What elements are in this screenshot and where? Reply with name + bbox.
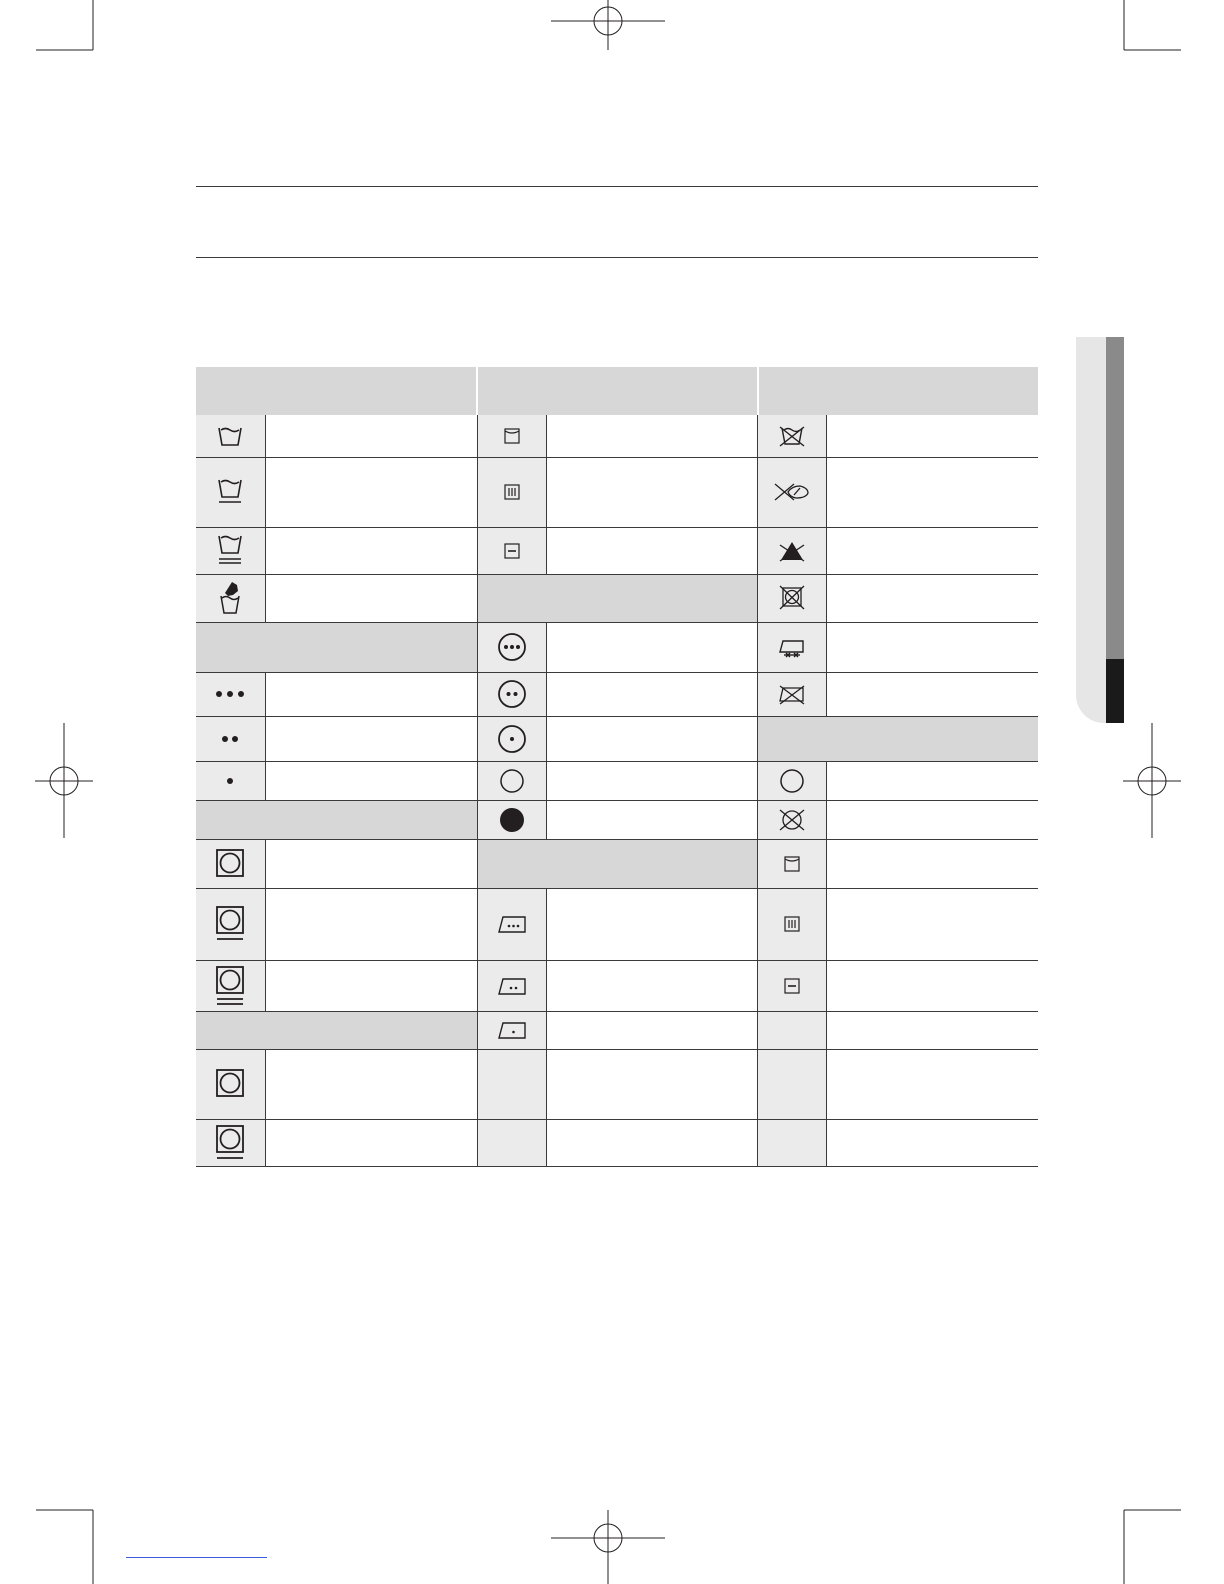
flat-dry-square-icon — [477, 527, 546, 574]
empty-symbol-cell — [758, 1049, 827, 1119]
care-description — [827, 1119, 1038, 1166]
one-dot-icon — [196, 761, 265, 800]
empty-circle-icon — [477, 761, 546, 800]
table-row — [196, 1119, 1038, 1166]
two-dots-circle-icon — [477, 672, 546, 716]
steam-iron-icon — [758, 622, 827, 672]
title-top-rule — [196, 186, 1038, 187]
do-not-dry-clean-icon — [758, 457, 827, 527]
column-header-1 — [196, 367, 477, 415]
empty-symbol-cell — [477, 1049, 546, 1119]
table-row — [196, 672, 1038, 716]
tumble-dry-one-bar-icon — [196, 1119, 265, 1166]
two-dots-icon — [196, 716, 265, 761]
tumble-dry-icon — [196, 1049, 265, 1119]
tumble-dry-icon — [196, 839, 265, 888]
care-description — [827, 622, 1038, 672]
one-dot-circle-icon — [477, 716, 546, 761]
care-description — [546, 761, 757, 800]
care-description — [265, 716, 477, 761]
do-not-dry-clean-circle-icon — [758, 800, 827, 839]
care-description — [546, 800, 757, 839]
empty-symbol-cell — [758, 1119, 827, 1166]
care-description — [827, 457, 1038, 527]
line-dry-square-icon — [758, 888, 827, 960]
table-header-row — [196, 367, 1038, 415]
section-header-ironing — [477, 574, 757, 622]
care-description — [265, 672, 477, 716]
care-description — [827, 574, 1038, 622]
drip-dry-square-icon — [477, 415, 546, 457]
filled-circle-icon — [477, 800, 546, 839]
care-description — [827, 960, 1038, 1011]
table-row — [196, 761, 1038, 800]
section-header-tumble-drying-2 — [196, 1011, 477, 1049]
title-bottom-rule — [196, 257, 1038, 258]
care-description — [827, 761, 1038, 800]
care-description — [265, 888, 477, 960]
line-dry-square-icon — [477, 457, 546, 527]
empty-symbol-cell — [758, 1011, 827, 1049]
care-description — [546, 1049, 757, 1119]
care-description — [265, 457, 477, 527]
care-description — [546, 1119, 757, 1166]
do-not-wash-icon — [758, 415, 827, 457]
care-description — [827, 888, 1038, 960]
three-dots-circle-icon — [477, 622, 546, 672]
care-description — [265, 574, 477, 622]
wash-basin-icon — [196, 415, 265, 457]
iron-two-dots-icon — [477, 960, 546, 1011]
care-description — [265, 839, 477, 888]
do-not-bleach-icon — [758, 527, 827, 574]
table-row — [196, 888, 1038, 960]
table-row — [196, 622, 1038, 672]
care-description — [265, 1119, 477, 1166]
tumble-dry-two-bars-icon — [196, 960, 265, 1011]
care-description — [546, 415, 757, 457]
wash-basin-two-bars-icon — [196, 527, 265, 574]
table-row — [196, 1011, 1038, 1049]
care-description — [265, 527, 477, 574]
page-title — [196, 200, 1038, 244]
care-description — [265, 960, 477, 1011]
tumble-dry-one-bar-icon — [196, 888, 265, 960]
do-not-iron-icon — [758, 672, 827, 716]
care-description — [546, 1011, 757, 1049]
table-row — [196, 527, 1038, 574]
wash-basin-one-bar-icon — [196, 457, 265, 527]
table-row — [196, 1049, 1038, 1119]
hand-wash-icon — [196, 574, 265, 622]
chapter-tab-strip — [1106, 337, 1124, 659]
care-description — [265, 1049, 477, 1119]
care-description — [827, 415, 1038, 457]
column-header-3 — [758, 367, 1038, 415]
care-description — [827, 527, 1038, 574]
fabric-care-symbols-table — [196, 367, 1038, 1167]
care-description — [265, 761, 477, 800]
chapter-tab-marker — [1106, 659, 1124, 723]
drip-dry-square-icon — [758, 839, 827, 888]
care-description — [827, 1011, 1038, 1049]
intro-text — [196, 300, 1038, 340]
section-header-water-temperature — [196, 622, 477, 672]
care-description — [546, 888, 757, 960]
care-description — [827, 1049, 1038, 1119]
footer-link-underline — [126, 1557, 267, 1558]
table-row — [196, 839, 1038, 888]
table-row — [196, 415, 1038, 457]
care-description — [546, 716, 757, 761]
care-description — [827, 672, 1038, 716]
care-description — [546, 672, 757, 716]
table-row — [196, 574, 1038, 622]
section-header-dry-cleaning — [758, 716, 1038, 761]
care-description — [827, 839, 1038, 888]
care-description — [827, 800, 1038, 839]
iron-three-dots-icon — [477, 888, 546, 960]
table-row — [196, 960, 1038, 1011]
empty-symbol-cell — [477, 1119, 546, 1166]
table-row — [196, 800, 1038, 839]
do-not-tumble-dry-icon — [758, 574, 827, 622]
care-description — [546, 527, 757, 574]
section-header-tumble-drying — [196, 800, 477, 839]
three-dots-icon — [196, 672, 265, 716]
empty-circle-icon — [758, 761, 827, 800]
iron-one-dot-icon — [477, 1011, 546, 1049]
table-row — [196, 716, 1038, 761]
section-header-drying — [477, 839, 757, 888]
care-description — [546, 622, 757, 672]
table-row — [196, 457, 1038, 527]
care-description — [265, 415, 477, 457]
care-description — [546, 457, 757, 527]
column-header-2 — [477, 367, 757, 415]
flat-dry-square-icon — [758, 960, 827, 1011]
care-description — [546, 960, 757, 1011]
